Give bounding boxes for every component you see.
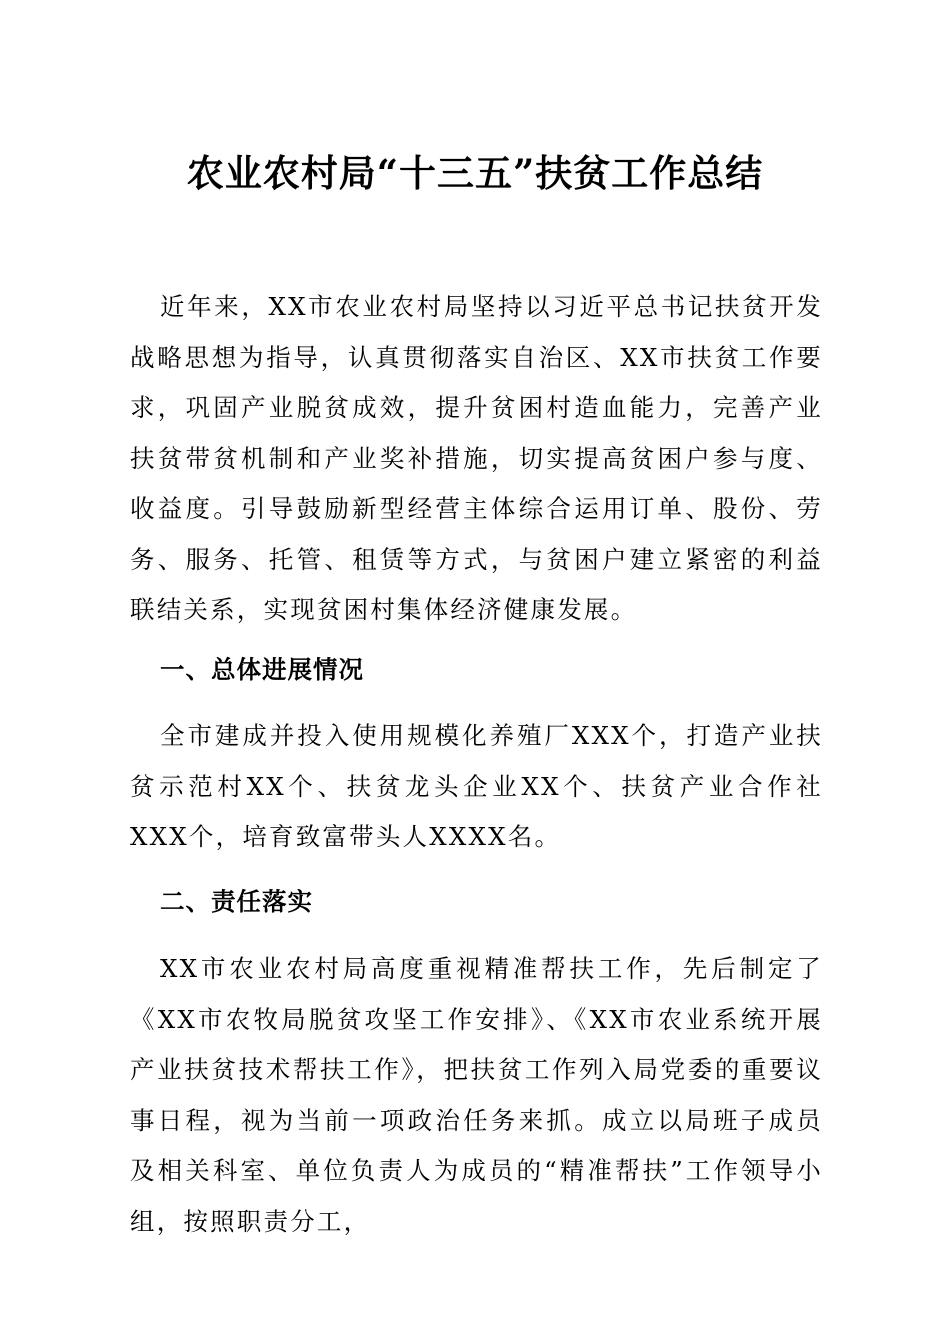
document-title: 农业农村局“十三五”扶贫工作总结	[186, 151, 764, 195]
overall-progress-paragraph: 全市建成并投入使用规模化养殖厂XXX个，打造产业扶贫示范村XX个、扶贫龙头企业XX个、扶贫产业合作社XXX个，培育致富带头人XXXX名。	[130, 721, 823, 851]
intro-paragraph: 近年来，XX市农业农村局坚持以习近平总书记扶贫开发战略思想为指导，认真贯彻落实自治区、XX市扶贫工作要求，巩固产业脱贫成效，提升贫困村造血能力，完善产业扶贫带贫机制和产业奖补措施，切实提高贫困户参与度、收益度。引导鼓励新型经营主体综合运用订单、股份、劳务、服务、托管、租赁等方式，与贫困户建立紧密的利益联结关系，实现贫困村集体经济健康发展。	[130, 292, 823, 624]
responsibility-paragraph: XX市农业农村局高度重视精准帮扶工作，先后制定了《XX市农牧局脱贫攻坚工作安排》、《XX市农业系统开展产业扶贫技术帮扶工作》，把扶贫工作列入局党委的重要议事日程，视为当前一项政治任务来抓。成立以局班子成员及相关科室、单位负责人为成员的“精准帮扶”工作领导小组，按照职责分工，	[130, 954, 823, 1236]
section-heading-overall-progress: 一、总体进展情况	[160, 655, 364, 684]
section-heading-responsibility: 二、责任落实	[160, 887, 313, 916]
